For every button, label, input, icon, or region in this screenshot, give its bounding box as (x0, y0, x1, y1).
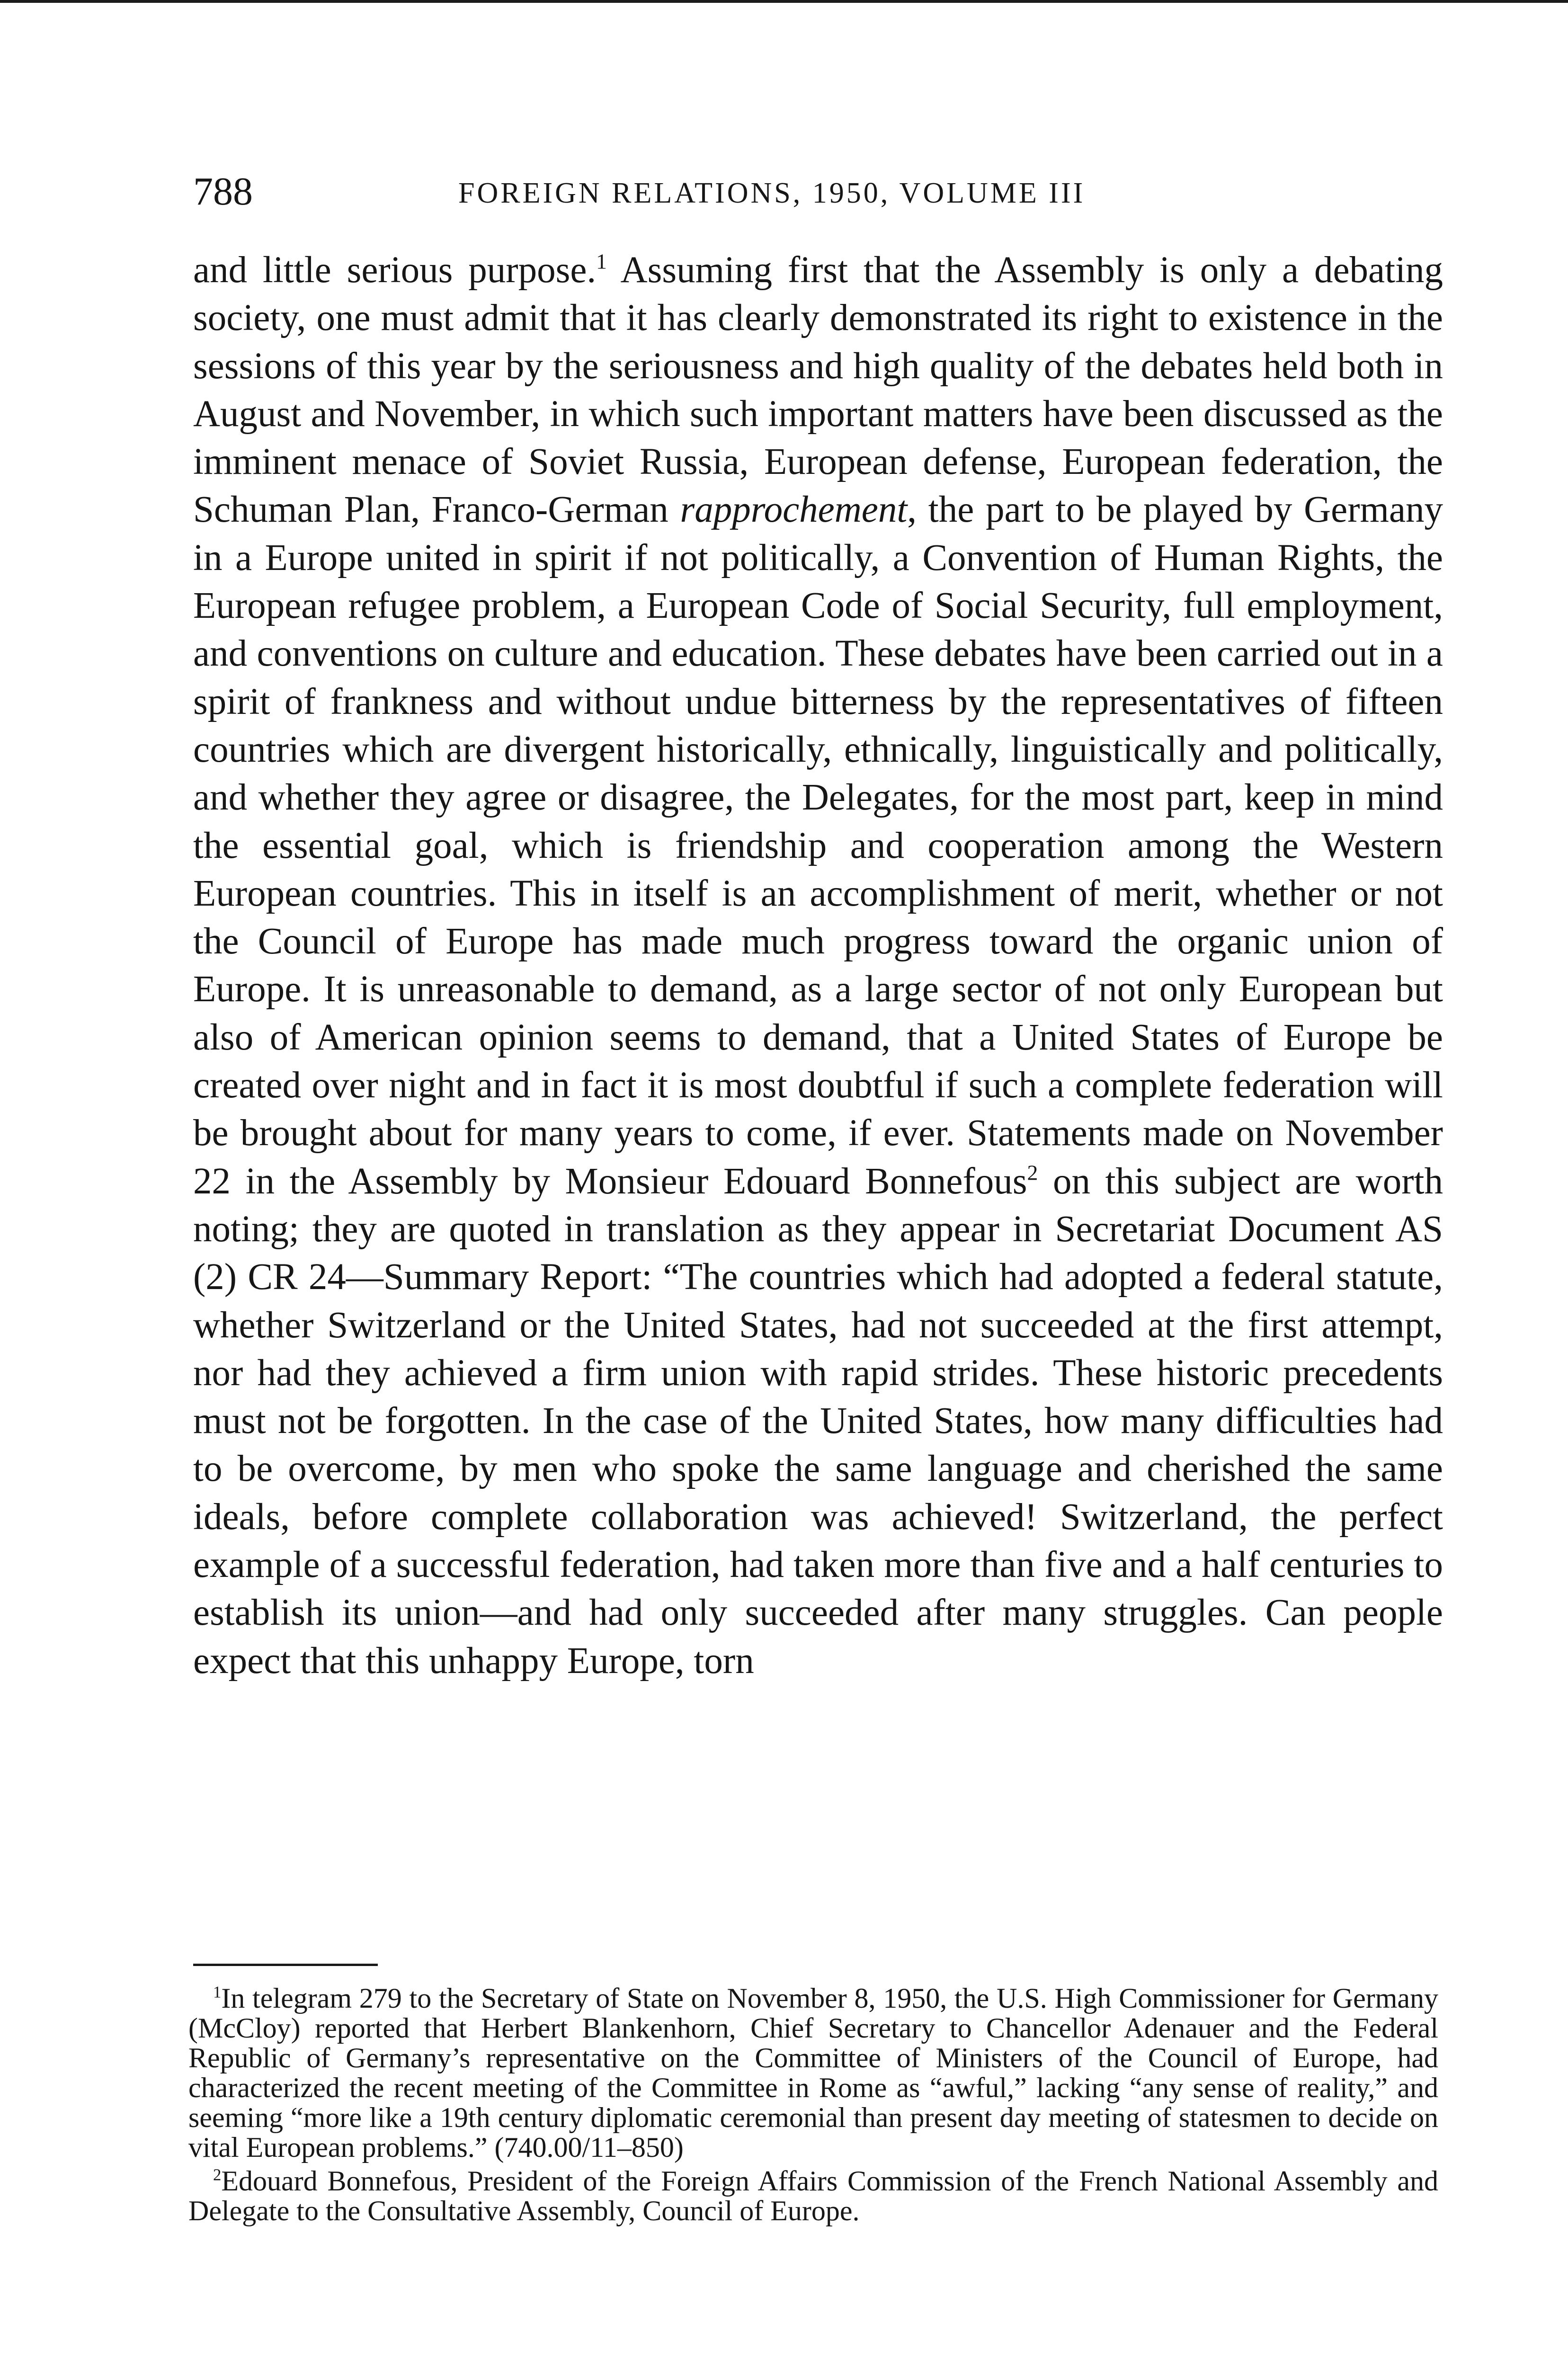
body-text-part-3: , the part to be played by Germany in a Europe united in spirit if not politically, a Convention of Human Rights, the European refugee problem, a European Code of Social Security, full employment, and conventions on culture and education. These debates have been carried out in a spirit of frankness and without undue bitterness by the representatives of fifteen countries which are divergent historically, ethnically, linguistically and politically, and whether they agree or disagree, the Delegates, for the most part, keep in mind the essential goal, which is friendship and cooperation among the Western European countries. This in itself is an accomplishment of merit, whether or not the Council of Europe has made much progress toward the organic union of Europe. It is unreasonable to demand, as a large sector of not only European but also of American opinion seems to demand, that a United States of Europe be created over night and in fact it is most doubtful if such a complete federation will be brought about for many years to come, if ever. Statements made on November 22 in the Assembly by Monsieur Edouard Bonnefous (193, 489, 1443, 1202)
body-paragraph (193, 246, 1443, 1685)
footnote-divider (193, 1964, 378, 1966)
footnotes (188, 1984, 1438, 2230)
body-text-part-1: and little serious purpose. (193, 249, 597, 291)
footnote-2 (188, 2166, 1438, 2226)
footnote-marker-2: 2 (213, 2165, 222, 2184)
italic-term: rapprochement (680, 489, 908, 531)
footnote-text-2: Edouard Bonnefous, President of the Foreign Affairs Commission of the French National Assembly and Delegate to the Consultative Assembly, Council of Europe. (188, 2165, 1438, 2226)
footnote-marker-1: 1 (213, 1983, 222, 2002)
page-top-edge (0, 0, 1568, 3)
running-head: FOREIGN RELATIONS, 1950, VOLUME III (458, 177, 1086, 209)
footnote-1 (188, 1984, 1438, 2162)
footnote-reference-2: 2 (1027, 1160, 1038, 1185)
page-header (193, 166, 1438, 218)
body-text-part-4: on this subject are worth noting; they are quoted in translation as they appear in Secretariat Document AS (2) CR 24—Summary Report: “The countries which had adopted a federal statute, whether Switzerland or the United States, had not succeeded at the first attempt, nor had they achieved a firm union with rapid strides. These historic precedents must not be forgotten. In the case of the United States, how many difficulties had to be overcome, by men who spoke the same language and cherished the same ideals, before complete collaboration was achieved! Switzerland, the perfect example of a successful federation, had taken more than five and a half centuries to establish its union—and had only succeeded after many struggles. Can people expect that this unhappy Europe, torn (193, 1160, 1443, 1682)
page-number: 788 (193, 169, 253, 214)
body-text-part-2: Assuming first that the Assembly is only a debating society, one must admit that it has clearly demonstrated its right to existence in the sessions of this year by the seriousness and high quality of the debates held both in August and November, in which such important matters have been discussed as the imminent menace of Soviet Russia, European defense, European federation, the Schuman Plan, Franco-German (193, 249, 1443, 531)
footnote-reference-1: 1 (596, 249, 607, 274)
footnote-text-1: In telegram 279 to the Secretary of State on November 8, 1950, the U.S. High Commissioner for Germany (McCloy) reported that Herbert Blankenhorn, Chief Secretary to Chancellor Adenauer and the Federal Republic of Germany’s representative on the Committee of Ministers of the Council of Europe, had characterized the recent meeting of the Committee in Rome as “awful,” lacking “any sense of reality,” and seeming “more like a 19th century diplomatic ceremonial than present day meeting of statesmen to decide on vital European problems.” (740.00/11–850) (188, 1983, 1438, 2163)
